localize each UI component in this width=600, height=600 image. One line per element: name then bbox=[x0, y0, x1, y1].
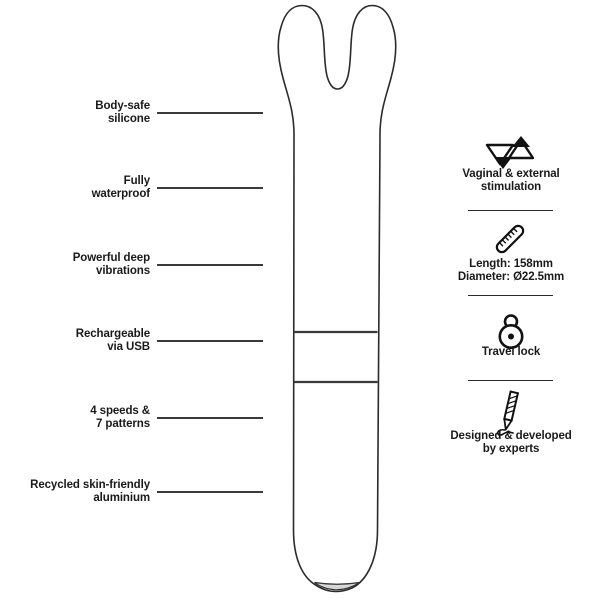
feature-label-line1: Body-safe bbox=[95, 100, 150, 112]
feature-label-line1: Rechargeable bbox=[75, 328, 150, 340]
spec-travel-lock bbox=[443, 346, 579, 359]
leader-line bbox=[157, 417, 263, 419]
spec-designed-by-experts bbox=[443, 430, 579, 456]
spec-text-line1: Designed & developed bbox=[450, 430, 572, 442]
feature-label bbox=[12, 175, 150, 201]
device-body-outline bbox=[278, 6, 395, 592]
feature-label-line1: Powerful deep bbox=[72, 252, 150, 264]
feature-label-line1: Fully bbox=[123, 175, 150, 187]
dual-stimulation-triangles-icon bbox=[483, 136, 537, 170]
feature-label bbox=[12, 479, 150, 505]
ruler-icon bbox=[492, 221, 528, 257]
feature-label-line2: aluminium bbox=[93, 492, 150, 504]
feature-label bbox=[12, 252, 150, 278]
spec-divider bbox=[468, 210, 553, 211]
feature-label-line2: waterproof bbox=[91, 188, 150, 200]
spec-text-line2: by experts bbox=[482, 443, 540, 455]
spec-text-line1: Travel lock bbox=[481, 346, 541, 358]
leader-line bbox=[157, 112, 263, 114]
spec-divider bbox=[468, 295, 553, 296]
feature-label-line1: 4 speeds & bbox=[90, 405, 150, 417]
leader-line bbox=[157, 491, 263, 493]
spec-dimensions bbox=[443, 258, 579, 284]
spec-text-line1: Vaginal & external bbox=[462, 168, 560, 180]
feature-label-line1: Recycled skin-friendly bbox=[30, 479, 150, 491]
leader-line bbox=[157, 340, 263, 342]
spec-stimulation bbox=[443, 168, 579, 194]
spec-divider bbox=[468, 380, 553, 381]
feature-label bbox=[12, 328, 150, 354]
spec-text-line2: stimulation bbox=[480, 181, 542, 193]
feature-label-line2: via USB bbox=[107, 341, 150, 353]
leader-line bbox=[157, 264, 263, 266]
feature-label-line2: silicone bbox=[107, 113, 150, 125]
feature-label bbox=[12, 405, 150, 431]
spec-text-line1: Length: 158mm bbox=[469, 258, 553, 270]
travel-lock-icon bbox=[495, 312, 527, 350]
feature-label-line2: 7 patterns bbox=[96, 418, 150, 430]
leader-line bbox=[157, 187, 263, 189]
feature-label-line2: vibrations bbox=[96, 265, 150, 277]
feature-label bbox=[12, 100, 150, 126]
spec-text-line2: Diameter: Ø22.5mm bbox=[457, 271, 565, 283]
